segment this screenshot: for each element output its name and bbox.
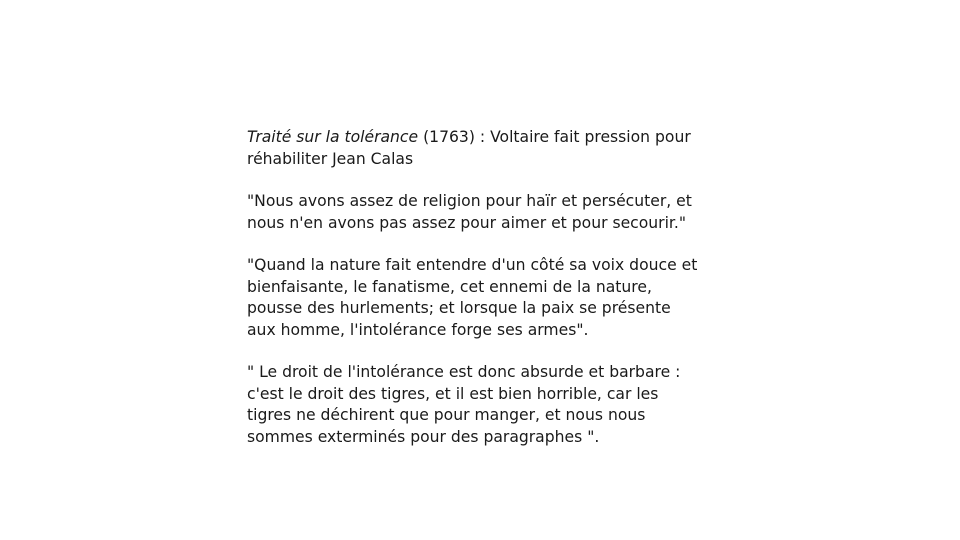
quote-line: nous n'en avons pas assez pour aimer et pour secourir." [247,213,687,232]
quote-line: aux homme, l'intolérance forge ses armes". [247,320,589,339]
intro-paragraph [247,127,727,170]
quote-line: bienfaisante, le fanatisme, cet ennemi de la nature, [247,277,652,296]
quote-line: " Le droit de l'intolérance est donc absurde et barbare : [247,363,681,381]
quote-line: pousse des hurlements; et lorsque la paix se présente [247,299,671,317]
quote-paragraph-2 [247,255,727,341]
quote-paragraph-1 [247,191,727,234]
work-title: Traité sur la tolérance [247,128,419,146]
intro-date-text: (1763) : Voltaire fait pression pour [418,128,691,146]
quote-line: sommes exterminés pour des paragraphes ". [247,427,600,446]
quote-paragraph-3 [247,362,727,448]
quote-line: "Quand la nature fait entendre d'un côté sa voix douce et [247,256,698,274]
text-block [247,127,727,469]
intro-line-1 [247,127,727,149]
quote-line: c'est le droit des tigres, et il est bien horrible, car les [247,384,659,403]
quote-line: "Nous avons assez de religion pour haïr et persécuter, et [247,192,692,210]
intro-line-2: réhabiliter Jean Calas [247,149,414,168]
quote-line: tigres ne déchirent que pour manger, et nous nous [247,406,646,424]
